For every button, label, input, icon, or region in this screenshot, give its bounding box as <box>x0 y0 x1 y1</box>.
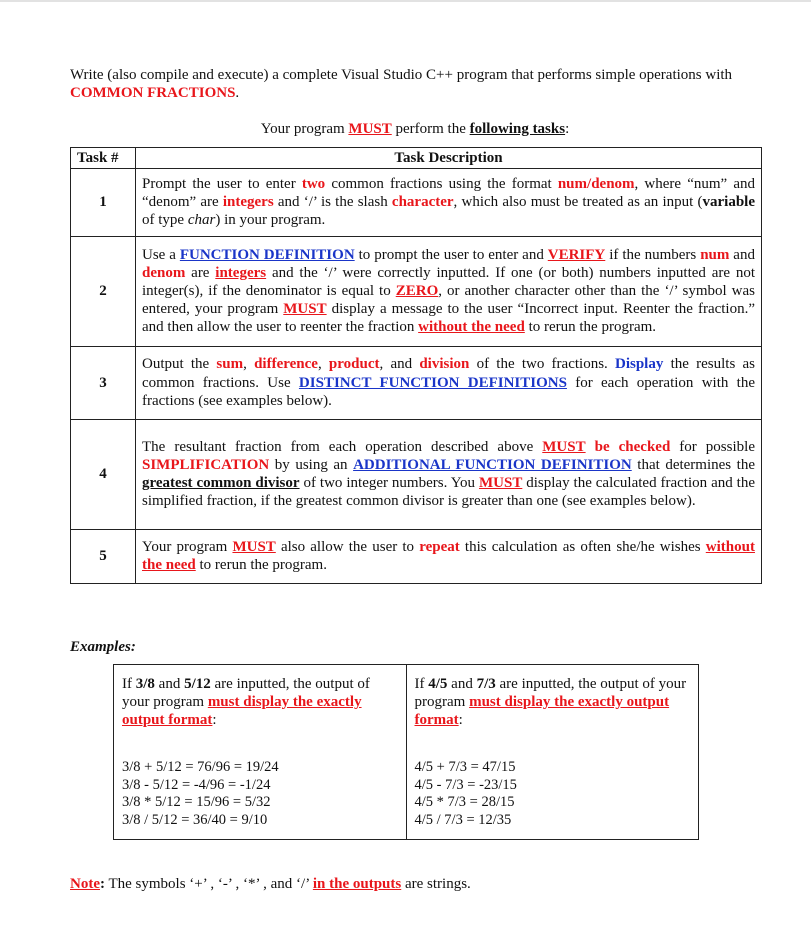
output-line: 3/8 + 5/12 = 76/96 = 19/24 <box>122 759 279 775</box>
table-header-row <box>71 148 762 169</box>
task-number: 5 <box>71 529 136 583</box>
top-divider <box>0 0 811 2</box>
task-description: Prompt the user to enter two common fractions using the format num/denom, where “num” and “denom” are integers and ‘/’ is the slash character, which also must be treated as an input (variable of type char) in your program. <box>136 169 762 237</box>
intro-paragraph: Write (also compile and execute) a complete Visual Studio C++ program that performs simple operations with COMMON FRACTIONS. <box>70 67 733 101</box>
output-line: 4/5 + 7/3 = 47/15 <box>414 759 516 775</box>
table-row <box>71 236 762 346</box>
table-caption: Your program MUST perform the following tasks: <box>260 121 570 137</box>
task-description: Use a FUNCTION DEFINITION to prompt the user to enter and VERIFY if the numbers num and denom are integers and the ‘/’ were correctly inputted. If one (or both) numbers inputted are not integer(s), if the denominator is equal to ZERO, or another character other than the ‘/’ symbol was entered, your program MUST display a message to the user “Incorrect input. Reenter the fraction.” and then allow the user to reenter the fraction without the need to rerun the program. <box>136 236 762 346</box>
output-line: 4/5 * 7/3 = 28/15 <box>414 794 515 810</box>
task-number: 1 <box>71 169 136 237</box>
output-line: 3/8 / 5/12 = 36/40 = 9/10 <box>122 811 268 828</box>
header-task-number: Task # <box>71 148 136 169</box>
examples-title: Examples: <box>70 639 136 655</box>
examples-table <box>113 664 699 840</box>
task-number: 3 <box>71 346 136 419</box>
task-number: 4 <box>71 419 136 529</box>
header-task-description: Task Description <box>136 148 762 169</box>
example-right-output <box>415 759 691 829</box>
output-line: 4/5 - 7/3 = -23/15 <box>414 776 517 793</box>
task-description: Output the sum, difference, product, and division of the two fractions. Display the results as common fractions. Use DISTINCT FUNCTION DEFINITIONS for each operation with the fractions (see examples below). <box>136 346 762 419</box>
example-right <box>407 665 699 839</box>
task-table <box>70 147 762 584</box>
note: Note: The symbols ‘+’ , ‘-’ , ‘*’ , and ‘/’ in the outputs are strings. <box>70 876 471 892</box>
table-row <box>71 419 762 529</box>
task-description: Your program MUST also allow the user to repeat this calculation as often she/he wishes without the need to rerun the program. <box>136 529 762 583</box>
table-row <box>71 169 762 237</box>
output-line: 4/5 / 7/3 = 12/35 <box>414 811 512 828</box>
table-row <box>71 529 762 583</box>
example-left <box>114 665 407 839</box>
output-line: 3/8 - 5/12 = -4/96 = -1/24 <box>122 776 271 793</box>
output-line: 3/8 * 5/12 = 15/96 = 5/32 <box>122 794 271 810</box>
example-left-intro: If 3/8 and 5/12 are inputted, the output of your program must display the exactly output format: <box>122 676 370 728</box>
task-number: 2 <box>71 236 136 346</box>
example-left-output <box>122 759 398 829</box>
task-description: The resultant fraction from each operation described above MUST be checked for possible SIMPLIFICATION by using an ADDITIONAL FUNCTION DEFINITION that determines the greatest common divisor of two integer numbers. You MUST display the calculated fraction and the simplified fraction, if the greatest common divisor is greater than one (see examples below). <box>136 419 762 529</box>
example-right-intro: If 4/5 and 7/3 are inputted, the output of your program must display the exactly output format: <box>414 676 687 728</box>
table-row <box>71 346 762 419</box>
